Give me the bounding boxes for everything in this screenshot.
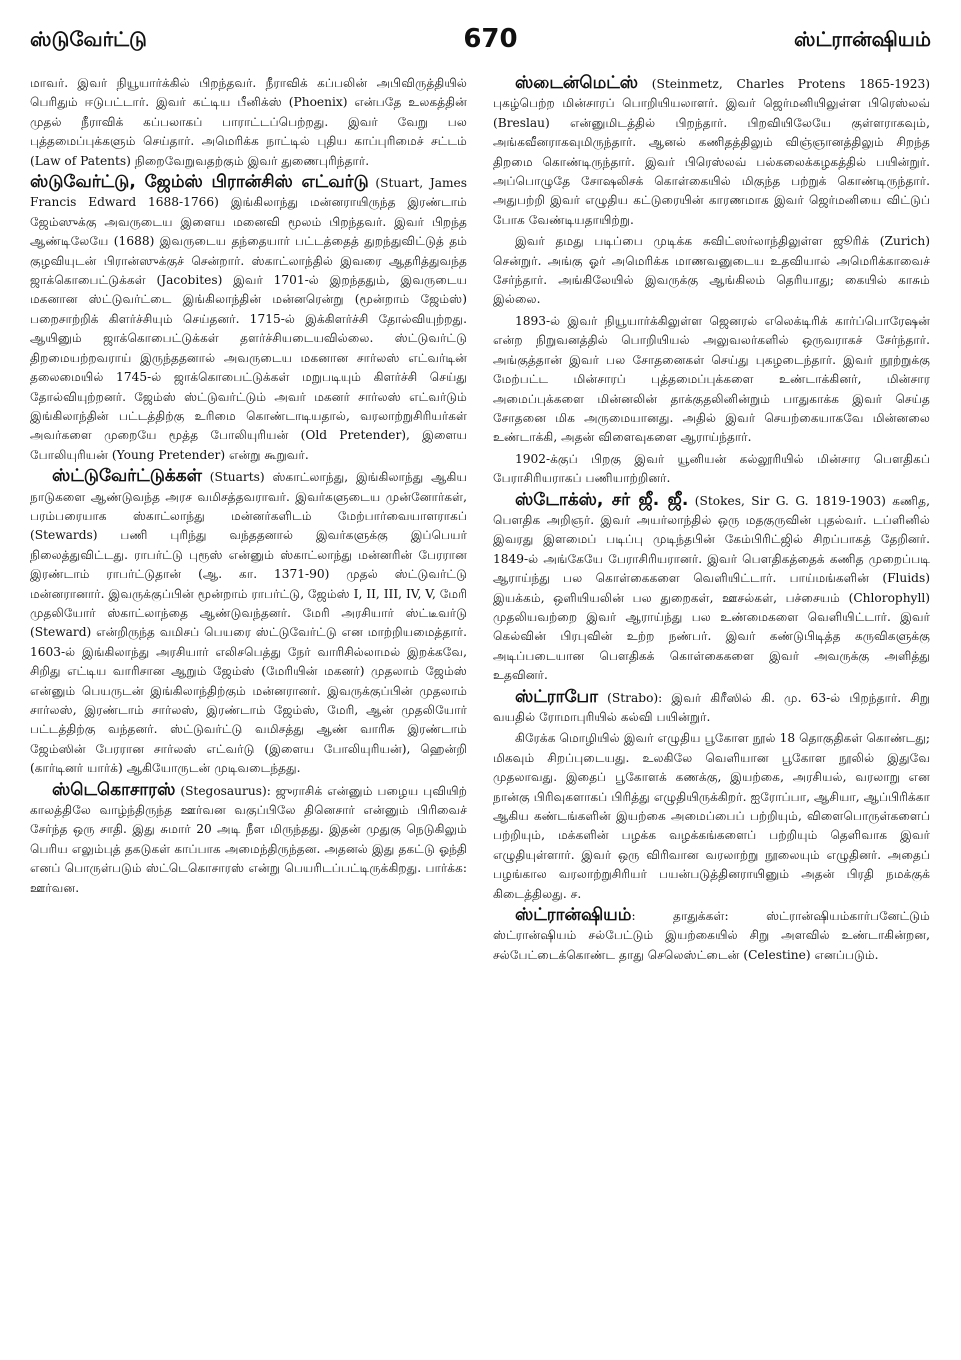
entry-headword: ஸ்டெகொசாரஸ் xyxy=(52,779,176,800)
paragraph: மாவர். இவர் நியூயார்க்கில் பிறந்தவர். நீராவிக் கப்பலின் அபிவிருத்தியில் பெரிதும் ஈடுபட்டார். இவர் கட்டிய பீனிக்ஸ் (Phoenix) என்பதே உலகத்தின் முதல் நீராவிக் கப்பலாகப் பாராட்டப்பெற்றது. இவர் வேறு பல புத்தமைப்புக்களும் செய்தார். அமெரிக்க நாட்டில் புதிய காப்புரிமைச் சட்டம் (Law of Patents) நிறைவேறுவதற்கும் இவர் துணைபுரிந்தார். xyxy=(30,76,467,168)
entry-text: (Stokes, Sir G. G. 1819-1903) கணித, பௌதிக அறிஞர். இவர் அயர்லாந்தில் ஒரு மதகுருவின் புதல்வர். டப்ளினில் இவரது இளமைப் படிப்பு முடிந்தபின் கேம்பிரிட்ஜில் சிறப்பாகத் தேறினர். 1849-ல் அங்கேயே பேராசிரியரானர். இவர் பௌதிகத்தைக் கணித முறைப்படி ஆராய்ந்து பல கொள்கைகளை வெளியிட்டார். பாய்மங்களின் (Fluids) இயக்கம், ஒளியியலின் பல துறைகள், ஊசல்கள், பச்சையம் (Chlorophyll) முதலியவற்றை இவர் ஆராய்ந்து பல உண்மைகளை வெளியிட்டார். இவர் கெல்வின் பிரபுவின் உற்ற நண்பர். இவர் கண்டுபிடித்த கருவிகளுக்கு அடிப்படையான பௌதிகக் கொள்கைகளை இவர் அவருக்கு அளித்து உதவினர். xyxy=(493,493,930,683)
entry-text: (Steinmetz, Charles Protens 1865-1923) புகழ்பெற்ற மின்சாரப் பொறியியலாளர். இவர் ஜெர்மனியிலுள்ள பிரெஸ்லவ் (Breslau) என்னுமிடத்தில் பிறந்தார். பிறவியிலேயே குள்ளராகவும், அங்கவீனராகவுமிருந்தார். ஆனல் கணிதத்திலும் விஞ்ஞானத்திலும் சிறந்த திறமை கொண்டிருந்தார். இவர் பிரெஸ்லவ் பல்கலைக்கழகத்தில் பயின்றுர். அப்பொழுதே சோஷலிசக் கொள்கையில் மிகுந்த பற்றுக் கொண்டிருந்தார். அதுபற்றி இவர் எழுதிய கட்டுரையின் காரணமாக இவர் ஜெர்மனியை விட்டுப் போக வேண்டியதாயிற்று. xyxy=(493,77,930,227)
entry-stegosaurus xyxy=(30,781,467,898)
entry-headword: ஸ்டைன்மெட்ஸ் xyxy=(515,73,639,93)
paragraph: இவர் தமது படிப்பை முடிக்க சுவிட்ஸர்லாந்திலுள்ள ஜூரிக் (Zurich) சென்றுர். அங்கு ஓர் அமெரிக்க மாணவனுடைய உதவியால் அமெரிக்காவைச் சேர்ந்தார். அங்கிலேயில் இவருக்கு ஆங்கிலம் தெரியாது; கையில் காசும் இல்லை. xyxy=(493,234,930,307)
entry-stuarts xyxy=(30,467,467,779)
entry-strabo xyxy=(493,688,930,728)
entry-text: (Stegosaurus): ஜுராசிக் என்னும் பழைய புவியிற் காலத்திலே வாழ்ந்திருந்த ஊர்வன வகுப்பிலே தினெசார் என்னும் பிரிவைச் சேர்ந்த ஒரு சாதி. இது சுமார் 20 அடி நீள மிருந்தது. இதன் முதுகு நெடுகிலும் பெரிய எலும்புத் தகடுகள் காப்பாக அமைந்திருந்தன. அதனல் இது தகட்டு ஓந்தி எனப் பொருள்படும் ஸ்ட்டெகொசாரஸ் என்று பெயரிடப்பட்டிருக்கிறது. பார்க்க: ஊர்வன. xyxy=(30,783,467,895)
entry-headword: ஸ்ட்டுவேர்ட்டுக்கள் xyxy=(52,466,202,487)
entry-james-francis-edward xyxy=(30,173,467,465)
entry-strontium xyxy=(493,906,930,965)
entry-headword: ஸ்ட்ராபோ xyxy=(515,686,599,707)
right-column xyxy=(493,74,930,967)
header-left-word: ஸ்டுவேர்ட்டு xyxy=(30,27,147,51)
entry-text: : தாதுக்கள்: ஸ்ட்ரான்ஷியம்கார்பனேட்டும் ஸ்ட்ரான்ஷியம் சல்பேட்டும் இயற்கையில் சிறு அளவில் உண்டாகின்றன, சல்பேட்டைக்கொண்ட தாது செலெஸ்ட்டைன் (Celestine) எனப்படும். xyxy=(493,909,930,962)
two-column-body xyxy=(30,74,931,967)
page-number: 670 xyxy=(463,24,518,54)
header-right-word: ஸ்ட்ரான்ஷியம் xyxy=(794,27,931,51)
entry-headword: ஸ்டுவேர்ட்டு, ஜேம்ஸ் பிரான்சிஸ் எட்வர்டு xyxy=(30,172,369,193)
entry-headword: ஸ்ட்ரான்ஷியம் xyxy=(515,905,632,926)
entry-text: (Strabo): இவர் கிரீஸில் கி. மு. 63-ல் பிறந்தார். சிறு வயதில் ரோமாபுரியில் கல்வி பயின்றுர். xyxy=(493,690,931,724)
left-column xyxy=(30,74,467,967)
paragraph: கிரேக்க மொழியில் இவர் எழுதிய பூகோள நூல் 18 தொகுதிகள் கொண்டது; மிகவும் சிறப்புடையது. உலகிலே வெளியான பூகோள நூலில் இதுவே முதலாவது. இதைப் பூகோளக் கணக்கு, இயற்கை, அரசியல், வரலாறு என நான்கு பிரிவுகளாகப் பிரித்து எழுதியிருக்கிறர். ஐரோப்பா, ஆசியா, ஆப்பிரிக்கா ஆகிய கண்டங்களின் இயற்கை அமைப்பைப் பற்றியும், விளைபொருள்களைப் பற்றியும், மக்களின் பழக்க வழக்கங்களைப் பற்றியும் தெளிவாக இவர் எழுதியுள்ளார். இவர் ஒரு விரிவான வரலாற்று நூலையும் எழுதினர். அதைப் பழங்கால வரலாற்றுசிரியர் பயன்படுத்தினராயினும் அதன் பிரதி நமக்குக் கிடைத்திலது. ச. xyxy=(493,731,930,901)
entry-text: (Stuarts) ஸ்காட்லாந்து, இங்கிலாந்து ஆகிய நாடுகளை ஆண்டுவந்த அரச வமிசத்தவராவர். இவர்களுடைய முன்னோர்கள், பரம்பரையாக ஸ்காட்லாந்து மன்னர்களிடம் மேற்பார்வையாளராகப் (Stewards) பணி புரிந்து வந்ததனால் இவர்களுக்கு இப்பெயர் நிலைத்துவிட்டது. ராபர்ட்டு புரூஸ் என்னும் ஸ்காட்லாந்து மன்னரின் பேரரான இரண்டாம் ராபர்ட்டுதான் (ஆ. கா. 1371-90) முதல் ஸ்ட்டுவர்ட்டு மன்னரானார். இவருக்குப்பின் மூன்றாம் ராபர்ட்டு, ஜேம்ஸ் I, II, III, IV, V, மேரி முதலியோர் ஸ்காட்லாந்தை ஆண்டுவந்தனர். மேரி அரசியார் ஸ்ட்டீவர்டு (Steward) என்றிருந்த வமிசப் பெயரை ஸ்ட்டுவேர்ட்டு என மாற்றியமைத்தார். 1603-ல் இங்கிலாந்து அரசியார் எலிசபெத்து நேர் வாரிசில்லாமல் இறக்கவே, சிறிது எட்டிய வாரிசான ஆறும் ஜேம்ஸ் (மேரியின் மகனர்) முதலாம் ஜேம்ஸ் என்னும் பெயருடன் இங்கிலாந்திற்கும் மன்னரானர். இவருக்குப்பின் முதலாம் சார்லஸ், இரண்டாம் சார்லஸ், இரண்டாம் ஜேம்ஸ், மேரி, ஆன் முதலியோர் பட்டத்திற்கு வந்தனர். ஸ்ட்டுவர்ட்டு வமிசத்து ஆண் வாரிசு இரண்டாம் ஜேம்ஸின் பேரரான சார்லஸ் எட்வர்டு (இளைய போலியுரியன்), ஹென்றி (கார்டினர் யார்க்) ஆகியோருடன் முடிவடைந்தது. xyxy=(30,470,467,776)
entry-steinmetz xyxy=(493,74,930,230)
paragraph: 1893-ல் இவர் நியூயார்க்கிலுள்ள ஜெனரல் எலெக்டிரிக் கார்ப்பொரேஷன் என்ற நிறுவனத்தில் பொறியியல் அலுவலர்களில் ஒருவராகச் சேர்ந்தார். அங்குத்தான் இவர் பல சோதனைகள் செய்து புகழடைந்தார். இவர் நூற்றுக்கு மேற்பட்ட மின்சாரப் புத்தமைப்புக்களை உண்டாக்கினர், மின்சார அமைப்புக்களை மின்னலின் தாக்குதலினின்றும் பாதுகாக்க இவர் செய்த சோதனை மிக அருமையானது. அதில் இவர் செயற்கையாகவே மின்னலை உண்டாக்கி, அதன் விளைவுகளை ஆராய்ந்தார். xyxy=(493,313,930,445)
entry-stokes xyxy=(493,491,930,686)
entry-headword: ஸ்டோக்ஸ், சர் ஜீ. ஜீ. xyxy=(515,489,689,510)
paragraph: 1902-க்குப் பிறகு இவர் யூனியன் கல்லூரியில் மின்சார பௌதிகப் பேராசிரியராகப் பணியாற்றினர். xyxy=(493,451,930,486)
running-header xyxy=(30,14,931,54)
entry-text: (Stuart, James Francis Edward 1688-1766) இங்கிலாந்து மன்னராயிருந்த இரண்டாம் ஜேம்ஸுக்கு அவருடைய இளைய மனைவி மூலம் பிறந்தவர். இவர் பிறந்த ஆண்டிலேயே (1688) இவருடைய தந்தையார் பட்டத்தைத் துறந்துவிட்டுத் தம் குழவியுடன் பிரான்ஸுக்குச் சென்றார். ஸ்காட்லாந்தில் இவரை ஆதரித்துவந்த ஜாக்கொபைட்டுக்கள் (Jacobites) இவர் 1701-ல் இறந்ததும், இவருடைய மகனான ஸ்ட்டுவர்ட்டை இங்கிலாந்தின் மன்னரென்று (மூன்றாம் ஜேம்ஸ்) பறைசாற்றிக் கிளர்ச்சியும் செய்தனர். 1715-ல் இக்கிளர்ச்சி தோல்வியுற்றது. ஆயினும் ஜாக்கொபைட்டுக்கள் தளர்ச்சியடையவில்லை. ஸ்ட்டுவர்ட்டு திறமையற்றவராய் இருந்ததனால் அவருடைய மகனான சார்லஸ் எட்வர்டின் தலைமையில் 1745-ல் ஜாக்கொபைட்டுக்கள் மறுபடியும் கிளர்ச்சி செய்து தோல்வியுற்றனர். ஜேம்ஸ் ஸ்ட்டுவர்ட்டும் அவர் மகனர் சார்லஸ் எட்வர்டும் இங்கிலாந்தின் பட்டத்திற்கு உரிமை கொண்டாடியதால், வரலாற்றுசிரியர்கள் அவர்களை முறையே மூத்த போலியுரியன் (Old Pretender), இளைய போலியுரியன் (Young Pretender) என்று கூறுவர். xyxy=(30,176,468,462)
